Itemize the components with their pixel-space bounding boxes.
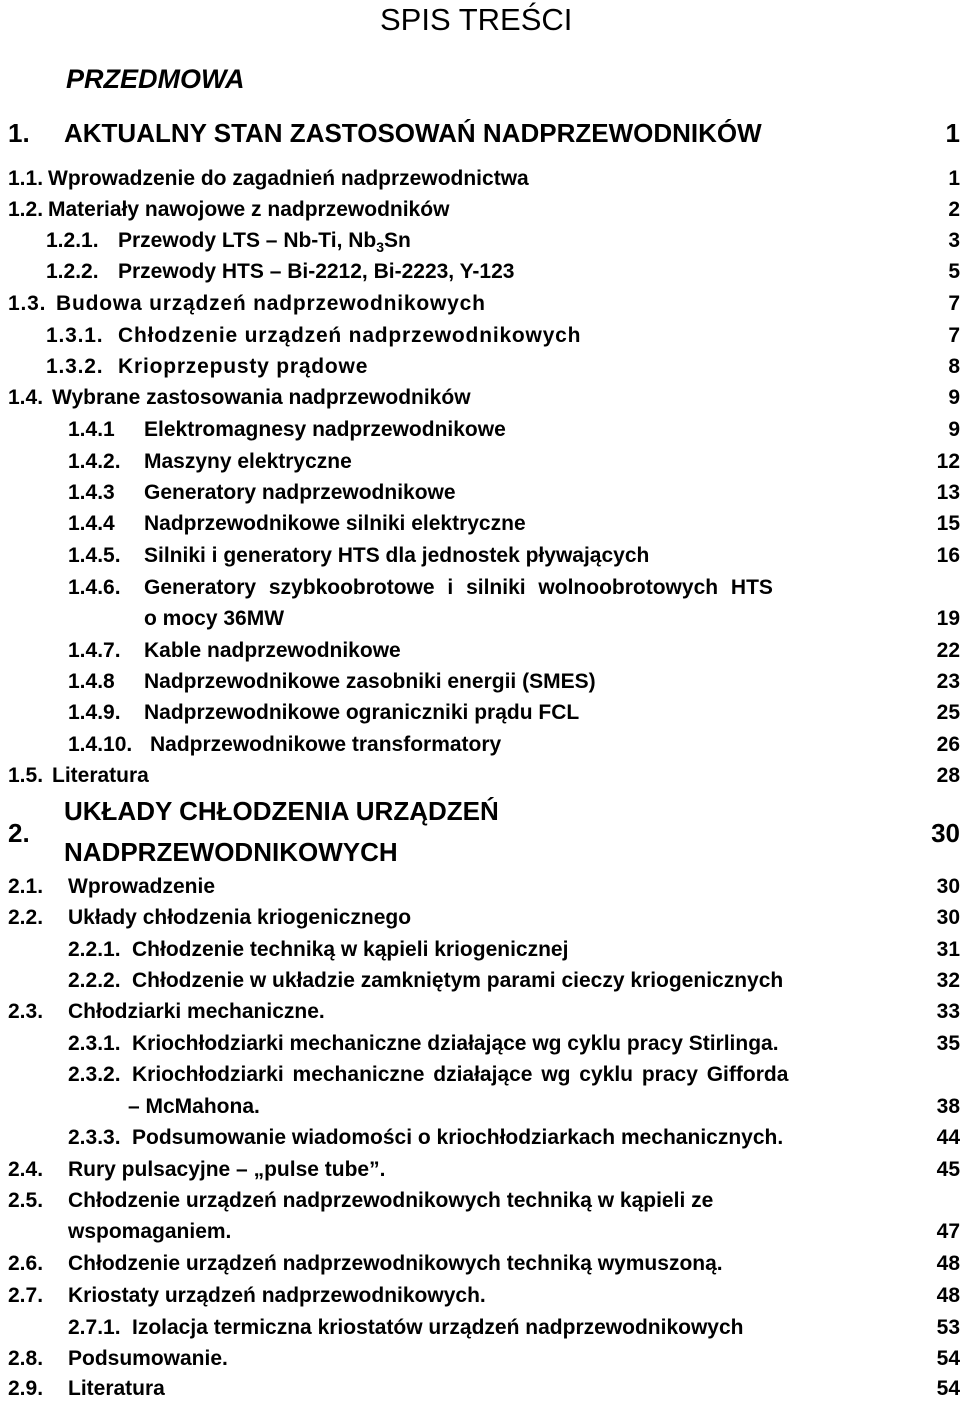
toc-title: Układy chłodzenia kriogenicznego <box>68 906 412 929</box>
toc-title: Maszyny elektryczne <box>144 450 352 473</box>
toc-title-continued: – McMahona. <box>128 1095 260 1118</box>
toc-number: 2.1. <box>8 875 44 898</box>
toc-number: 2.3.3. <box>68 1126 121 1149</box>
toc-title: Generatory szybkoobrotowe i silniki wolnoobrotowych HTS <box>144 576 773 599</box>
toc-number: 2.9. <box>8 1377 44 1400</box>
toc-title: Generatory nadprzewodnikowe <box>144 481 456 504</box>
toc-title-continued: o mocy 36MW <box>144 607 285 630</box>
toc-title: Podsumowanie wiadomości o kriochłodziarkach mechanicznych. <box>132 1126 784 1149</box>
toc-title: Chłodziarki mechaniczne. <box>68 1000 325 1023</box>
toc-page: 23 <box>936 670 960 693</box>
toc-page: 48 <box>936 1252 960 1275</box>
toc-page: 45 <box>936 1158 960 1181</box>
toc-number: 1.4.8 <box>68 670 115 693</box>
toc-number: 2.2.2. <box>68 969 121 992</box>
page-title: SPIS TREŚCI <box>380 2 573 37</box>
toc-page: 30 <box>936 906 960 929</box>
toc-title-continued: wspomaganiem. <box>68 1220 232 1243</box>
toc-number: 1.2.2. <box>46 260 99 283</box>
toc-page: 47 <box>936 1220 960 1243</box>
toc-number: 1.3. <box>8 292 47 315</box>
toc-page: 28 <box>936 764 960 787</box>
toc-title: Nadprzewodnikowe ograniczniki prądu FCL <box>144 701 580 724</box>
toc-page: 30 <box>931 818 960 848</box>
toc-number: 2.7.1. <box>68 1316 121 1339</box>
toc-title: Rury pulsacyjne – „pulse tube”. <box>68 1158 386 1181</box>
toc-number: 2. <box>8 818 30 848</box>
toc-title: Nadprzewodnikowe transformatory <box>150 733 502 756</box>
toc-number: 1.1. <box>8 167 44 190</box>
toc-title: Przewody LTS – Nb-Ti, $Nb_3Sn$ <box>118 229 411 256</box>
toc-page: 54 <box>936 1377 960 1400</box>
toc-number: 1.5. <box>8 764 44 787</box>
toc-title: Chłodzenie techniką w kąpieli kriogenicznej <box>132 938 569 961</box>
toc-title: Silniki i generatory HTS dla jednostek pływających <box>144 544 650 567</box>
toc-number: 1.4.6. <box>68 576 121 599</box>
toc-title: Materiały nawojowe z nadprzewodników <box>48 198 450 221</box>
toc-title: Chłodzenie urządzeń nadprzewodnikowych <box>118 324 582 347</box>
toc-number: 1.4. <box>8 386 44 409</box>
toc-title: Przewody HTS – Bi-2212, Bi-2223, Y-123 <box>118 260 515 283</box>
toc-title: Nadprzewodnikowe silniki elektryczne <box>144 512 526 535</box>
toc-number: 1.2. <box>8 198 44 221</box>
toc-number: 2.2.1. <box>68 938 121 961</box>
toc-title: Wprowadzenie do zagadnień nadprzewodnictwa <box>48 167 529 190</box>
toc-page: 31 <box>936 938 960 961</box>
toc-page: 1 <box>948 167 960 190</box>
toc-page: 3 <box>948 229 960 252</box>
toc-number: 1.4.7. <box>68 639 121 662</box>
toc-number: 2.3. <box>8 1000 44 1023</box>
toc-number: 1.4.1 <box>68 418 115 441</box>
toc-number: 2.3.2. <box>68 1063 121 1086</box>
toc-page: 54 <box>936 1347 960 1370</box>
toc-number: 1.4.2. <box>68 450 121 473</box>
toc-page: 30 <box>936 875 960 898</box>
toc-number: 1.4.4 <box>68 512 115 535</box>
toc-title: Elektromagnesy nadprzewodnikowe <box>144 418 506 441</box>
preface-heading: PRZEDMOWA <box>66 64 245 94</box>
toc-number: 2.5. <box>8 1189 44 1212</box>
toc-number: 2.2. <box>8 906 44 929</box>
toc-number: 1.4.9. <box>68 701 121 724</box>
toc-title: Literatura <box>68 1377 165 1400</box>
toc-page: 1 <box>945 118 960 148</box>
toc-title: Izolacja termiczna kriostatów urządzeń nadprzewodnikowych <box>132 1316 744 1339</box>
toc-title: Kriochłodziarki mechaniczne działające wg cyklu pracy Gifforda <box>132 1063 789 1086</box>
toc-title-continued: NADPRZEWODNIKOWYCH <box>64 837 398 867</box>
toc-number: 1.2.1. <box>46 229 99 252</box>
toc-page: 2 <box>948 198 960 221</box>
toc-page: 33 <box>936 1000 960 1023</box>
toc-title: Chłodzenie urządzeń nadprzewodnikowych techniką wymuszoną. <box>68 1252 723 1275</box>
toc-number: 1. <box>8 118 30 148</box>
toc-page: 5 <box>948 260 960 283</box>
toc-page: 16 <box>936 544 960 567</box>
toc-number: 2.4. <box>8 1158 44 1181</box>
toc-page: 38 <box>936 1095 960 1118</box>
toc-page: 9 <box>948 386 960 409</box>
toc-page: 7 <box>948 324 960 347</box>
toc-page: 48 <box>936 1284 960 1307</box>
toc-page: 12 <box>936 450 960 473</box>
toc-title: Literatura <box>52 764 149 787</box>
toc-number: 1.3.1. <box>46 324 104 347</box>
toc-title: Krioprzepusty prądowe <box>118 355 369 378</box>
toc-title: Chłodzenie urządzeń nadprzewodnikowych techniką w kąpieli ze <box>68 1189 714 1212</box>
toc-page: 25 <box>936 701 960 724</box>
toc-title: Wybrane zastosowania nadprzewodników <box>52 386 471 409</box>
toc-title: Wprowadzenie <box>68 875 216 898</box>
toc-page: 9 <box>948 418 960 441</box>
toc-page: 8 <box>948 355 960 378</box>
toc-title: Kriochłodziarki mechaniczne działające wg cyklu pracy Stirlinga. <box>132 1032 779 1055</box>
toc-number: 1.4.3 <box>68 481 115 504</box>
toc-title: Kable nadprzewodnikowe <box>144 639 401 662</box>
toc-page: 53 <box>936 1316 960 1339</box>
toc-title: AKTUALNY STAN ZASTOSOWAŃ NADPRZEWODNIKÓW <box>64 118 762 148</box>
toc-title: Budowa urządzeń nadprzewodnikowych <box>56 292 486 315</box>
toc-number: 2.7. <box>8 1284 44 1307</box>
toc-number: 1.4.10. <box>68 733 133 756</box>
toc-title: Kriostaty urządzeń nadprzewodnikowych. <box>68 1284 486 1307</box>
toc-title: Nadprzewodnikowe zasobniki energii (SMES) <box>144 670 596 693</box>
toc-title: Chłodzenie w układzie zamkniętym parami cieczy kriogenicznych <box>132 969 784 992</box>
toc-page: 15 <box>936 512 960 535</box>
toc-number: 1.4.5. <box>68 544 121 567</box>
toc-page: 7 <box>948 292 960 315</box>
toc-number: 2.3.1. <box>68 1032 121 1055</box>
toc-page: 19 <box>936 607 960 630</box>
toc-title: UKŁADY CHŁODZENIA URZĄDZEŃ <box>64 796 499 826</box>
toc-page: 35 <box>936 1032 960 1055</box>
toc-page: 32 <box>936 969 960 992</box>
toc-page: 13 <box>936 481 960 504</box>
toc-page: 26 <box>936 733 960 756</box>
toc-number: 1.3.2. <box>46 355 104 378</box>
toc-page: 22 <box>936 639 960 662</box>
toc-title: Podsumowanie. <box>68 1347 228 1370</box>
toc-number: 2.6. <box>8 1252 44 1275</box>
toc-number: 2.8. <box>8 1347 44 1370</box>
toc-page: 44 <box>936 1126 960 1149</box>
